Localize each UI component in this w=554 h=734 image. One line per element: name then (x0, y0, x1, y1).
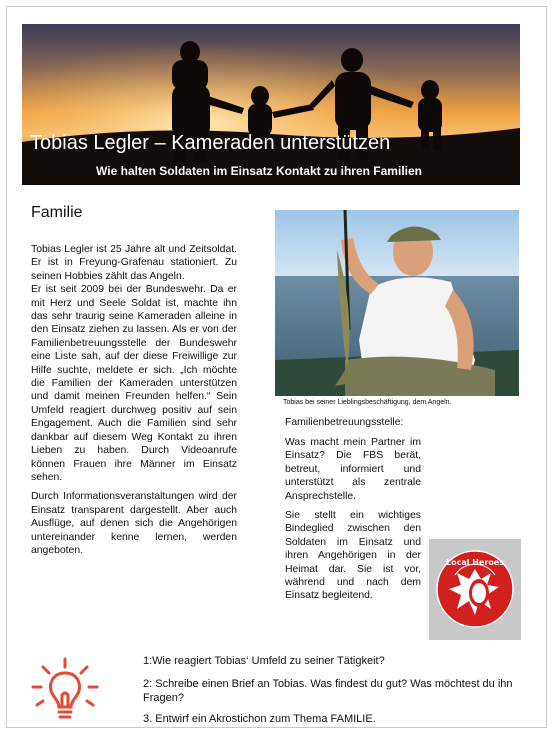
banner-title: Tobias Legler – Kameraden unterstützen (30, 132, 391, 154)
sunset-silhouette-image (22, 24, 520, 185)
paragraph-bundeswehr: Er ist seit 2009 bei der Bundeswehr. Da er mit Herz und Seele Soldat ist, machte ihn das sehr traurig seine Kameraden alleine in den Einsatz ziehen zu lassen. Als er von der Familienbetreuungsstelle der Bundeswehr eine Liste sah, auf der diese Freiwillige zur Hilfe suchte, meldete er sich. „Ich möchte die Familien der Kameraden unterstützen und damit meinen Freunden helfen.“ Sein Umfeld reagiert durchweg positiv auf sein Engagement. Auch die Familien sind sehr dankbar auf diesem Weg Kontakt zu ihren Lieben zu haben. Durch Videoanrufe können Frauen ihre Männer im Einsatz sehen. (31, 284, 237, 483)
svg-text:Local Heroes: Local Heroes (445, 558, 505, 567)
banner-subtitle: Wie halten Soldaten im Einsatz Kontakt zu ihren Familien (96, 164, 422, 178)
main-text (31, 243, 237, 563)
fishing-photo-image (275, 210, 519, 396)
local-heroes-logo-icon (429, 539, 521, 640)
fbs-text (285, 436, 421, 609)
question-2: 2: Schreibe einen Brief an Tobias. Was findest du gut? Was möchtest du ihn Fragen? (143, 678, 513, 704)
section-title: Familie (31, 204, 83, 221)
lightbulb-icon-svg (29, 655, 101, 727)
banner (22, 24, 520, 185)
fishing-photo (275, 210, 519, 396)
lightbulb-icon (29, 655, 101, 732)
fbs-paragraph-2: Sie stellt ein wichtiges Bindeglied zwischen den Soldaten im Einsatz und ihren Angehörigen in der Heimat dar. Sie ist vor, während und nach dem Einsatz begleitend. (285, 510, 421, 602)
paragraph-events: Durch Informationsveranstaltungen wird der Einsatz transparent dargestellt. Aber auch Ausflüge, auf denen sich die Angehörigen untereinander kenne lernen, werden angeboten. (31, 491, 237, 556)
photo-caption: Tobias bei seiner Lieblingsbeschäftigung, dem Angeln. (283, 399, 452, 406)
paragraph-intro: Tobias Legler ist 25 Jahre alt und Zeitsoldat. Er ist in Freyung-Grafenau stationiert. Zu seinen Hobbies zählt das Angeln. (31, 244, 237, 282)
local-heroes-logo (429, 539, 521, 640)
question-3: 3. Entwirf ein Akrostichon zum Thema FAMILIE. (143, 713, 376, 725)
fbs-heading: Familienbetreuungsstelle: (285, 417, 404, 428)
question-1: 1:Wie reagiert Tobias‘ Umfeld zu seiner Tätigkeit? (143, 655, 385, 667)
fbs-paragraph-1: Was macht mein Partner im Einsatz? Die FBS berät, betreut, informiert und unterstützt als zentrale Ansprechstelle. (285, 437, 421, 502)
